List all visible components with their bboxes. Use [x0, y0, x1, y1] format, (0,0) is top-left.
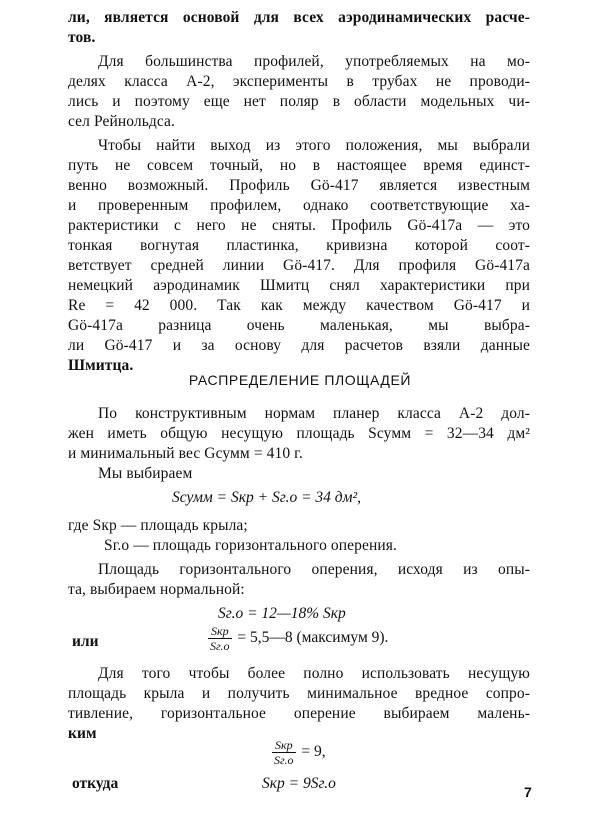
paragraph-line: Gö-417а разница очень маленькая, мы выбра- — [68, 317, 530, 334]
paragraph-line: жен иметь общую несущую площадь Sсумм = 32—34 дм² — [68, 425, 530, 442]
paragraph-line: немецкий аэродинамик Шмитц снял характеристики при — [68, 277, 530, 294]
formula-total-area: Sсумм = Sкр + Sг.о = 34 дм², — [172, 489, 362, 506]
paragraph-line: тонкая вогнутая пластинка, кривизна которой соот- — [68, 237, 530, 254]
formula-area-ratio-nine — [272, 738, 326, 767]
fraction-numerator: Sкр — [208, 624, 232, 639]
fraction-denominator: Sг.о — [210, 639, 230, 653]
where-line: где Sкр — площадь крыла; — [68, 517, 248, 534]
paragraph-line: Чтобы найти выход из этого положения, мы выбрали — [98, 137, 530, 154]
paragraph-line: делях класса А-2, эксперименты в трубах не проводи- — [68, 73, 530, 90]
paragraph-line: венно возможный. Профиль Gö-417 является известным — [68, 177, 530, 194]
paragraph-line: тивление, горизонтальное оперение выбираем малень- — [68, 705, 530, 722]
fraction — [208, 624, 232, 653]
formula-tail-ratio-percent: Sг.о = 12—18% Sкр — [218, 605, 346, 622]
paragraph-line: ли Gö-417 и за основу для расчетов взяли данные — [68, 337, 530, 354]
page-number: 7 — [524, 784, 532, 800]
fraction-denominator: Sг.о — [274, 753, 294, 767]
formula-rest: = 5,5—8 (максимум 9). — [237, 629, 389, 647]
paragraph-line: тов. — [68, 29, 96, 46]
paragraph-line: и проверенным профилем, однако соответствующие ха- — [68, 197, 530, 214]
fraction-numerator: Sкр — [272, 738, 296, 753]
paragraph-line: По конструктивным нормам планер класса А-2 дол- — [98, 405, 530, 422]
paragraph-line: Re = 42 000. Так как между качеством Gö-417 и — [68, 297, 530, 314]
formula-wing-area: Sкр = 9Sг.о — [262, 775, 336, 792]
paragraph-line: Для большинства профилей, употребляемых на мо- — [98, 53, 530, 70]
formula-area-ratio — [208, 624, 388, 653]
paragraph-line: та, выбираем нормальной: — [68, 581, 245, 598]
paragraph-line: ветствует средней линии Gö-417. Для профиля Gö-417а — [68, 257, 530, 274]
paragraph-line: площадь крыла и получить минимальное вредное сопро- — [68, 685, 530, 702]
whence-label: откуда — [72, 775, 119, 792]
or-label: или — [72, 633, 99, 650]
paragraph-line: лись и поэтому еще нет поляр в области модельных чи- — [68, 93, 530, 110]
paragraph-line: и минимальный вес Gсумм = 410 г. — [68, 445, 303, 462]
paragraph-line: рактеристики с него не сняты. Профиль Gö-417а — это — [68, 217, 530, 234]
paragraph-line: Мы выбираем — [98, 465, 193, 482]
where-line: Sг.о — площадь горизонтального оперения. — [104, 537, 397, 554]
paragraph-line: ли, является основой для всех аэродинамических расче- — [68, 9, 530, 26]
paragraph-line: Шмитца. — [68, 357, 134, 374]
fraction — [272, 738, 296, 767]
paragraph-line: Площадь горизонтального оперения, исходя из опы- — [98, 561, 530, 578]
paragraph-line: Для того чтобы более полно использовать несущую — [98, 665, 530, 682]
section-heading: РАСПРЕДЕЛЕНИЕ ПЛОЩАДЕЙ — [188, 372, 412, 388]
paragraph-line: сел Рейнольдса. — [68, 113, 176, 130]
formula-rest: = 9, — [301, 743, 326, 761]
paragraph-line: ким — [68, 725, 97, 742]
paragraph-line: путь не совсем точный, но в настоящее время единст- — [68, 157, 530, 174]
